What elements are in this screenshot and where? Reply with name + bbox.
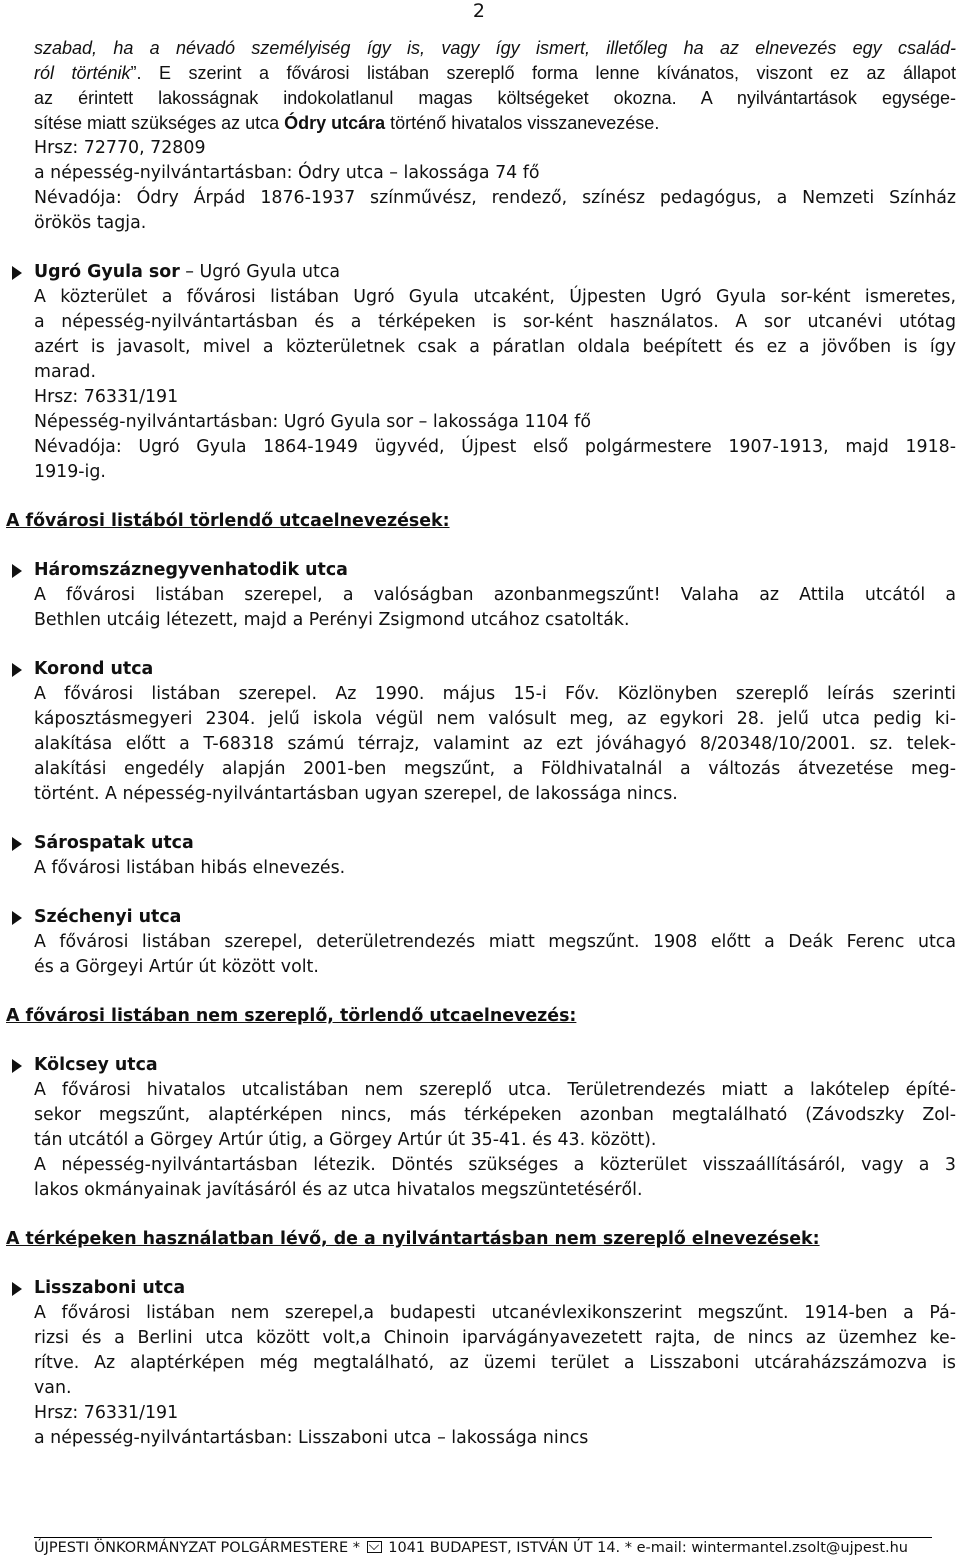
entry-title-text: Háromszáznegyvenhatodik utca [34,560,348,580]
triangle-bullet-icon [12,1059,22,1073]
entry-kolcsey [34,1053,956,1203]
entry-line: A fővárosi listában nem szerepel,a budapesti utcanévlexikonszerint megszűnt. 1914-ben a Pá- [34,1303,956,1323]
intro-line: szabad, ha a névadó személyiség így is, vagy így ismert, illetőleg ha az elnevezés egy család- [34,38,956,58]
entry-line: A fővárosi listában szerepel, a valóságban azonbanmegszűnt! Valaha az Attila utcától a [34,585,956,605]
entry-ugro-gyula [34,260,956,485]
intro-paragraph [34,36,956,136]
entry-korond [34,657,956,807]
entry-line: Bethlen utcáig létezett, majd a Perényi Zsigmond utcához csatolták. [34,610,630,630]
intro-line-start: sítése miatt szükséges az utca [34,113,280,133]
namesake-odry: Névadója: Ódry Árpád 1876-1937 színművész, rendező, színész pedagógus, a Nemzeti Színház [34,188,956,208]
entry-line: sekor megszűnt, alaptérképen nincs, más térképeken azonban megtalálható (Závodszky Zol- [34,1105,956,1125]
page-footer [34,1537,932,1556]
entry-line: 1919-ig. [34,462,106,482]
entry-line: A fővárosi listában szerepel, deterületrendezés miatt megszűnt. 1908 előtt a Deák Ferenc utca [34,932,956,952]
page-number: 2 [472,0,485,22]
section-heading: A fővárosi listában nem szereplő, törlendő utcaelnevezés: [6,1006,577,1026]
entry-szechenyi [34,905,956,980]
entry-title-text: Széchenyi utca [34,907,182,927]
entry-title [34,657,956,682]
entry-line: Hrsz: 76331/191 [34,1403,179,1423]
entry-title-text: Ugró Gyula sor [34,262,180,282]
entry-line: lakos okmányainak javításáról és az utca hivatalos megszüntetéséről. [34,1180,643,1200]
entry-line: rítve. Az alaptérképen még megtalálható, az üzemi terület a Lisszaboni utcárаházszámozva is [34,1353,956,1373]
entry-title [34,831,956,856]
entry-line: alakítási engedély alapján 2001-ben megszűnt, a Földhivatalnál a változás átvezetése meg- [34,759,956,779]
entry-title-text: Sárospatak utca [34,833,194,853]
page-content [6,36,956,1451]
entry-title-text: Kölcsey utca [34,1055,158,1075]
entry-line: van. [34,1378,72,1398]
entry-line: A fővárosi hivatalos utcalistában nem szereplő utca. Területrendezés miatt a lakótelep építé- [34,1080,956,1100]
triangle-bullet-icon [12,1282,22,1296]
footer-left: ÚJPESTI ÖNKORMÁNYZAT POLGÁRMESTERE * [34,1540,365,1556]
entry-line: és a Görgeyi Artúr út között volt. [34,957,319,977]
triangle-bullet-icon [12,837,22,851]
entry-title [34,260,956,285]
entry-line: A népesség-nyilvántartásban létezik. Döntés szükséges a közterület visszaállításáról, vagy a 3 [34,1155,956,1175]
entry-title-rest: – Ugró Gyula utca [179,262,341,282]
entry-line: tán utcától a Görgey Artúr útig, a Görgey Artúr út 35-41. és 43. között). [34,1130,657,1150]
entry-line: Népesség-nyilvántartásban: Ugró Gyula sor – lakossága 1104 fő [34,412,592,432]
entry-line: rizsi és a Berlini utca között volt,a Chinoin iparvágányavezetett rajta, de nincs az üzemhez ke- [34,1328,956,1348]
envelope-icon [367,1541,382,1553]
entry-title [34,1276,956,1301]
entry-line: alakítása előtt a T-68318 számú térrajz, valamint az ezt jóváhagyó 8/20348/10/2001. sz. telek- [34,734,956,754]
entry-line: A fővárosi listában szerepel. Az 1990. május 15-i Főv. Közlönyben szereplő leírás szerinti [34,684,956,704]
section-heading: A térképeken használatban lévő, de a nyilvántartásban nem szereplő elnevezések: [6,1229,820,1249]
entry-sarospatak [34,831,956,881]
entry-haromszaz [34,558,956,633]
hrsz-odry: Hrsz: 72770, 72809 [34,138,206,158]
entry-title-text: Lisszaboni utca [34,1278,186,1298]
entry-line: történt. A népesség-nyilvántartásban ugyan szerepel, de lakossága nincs. [34,784,678,804]
entry-line: Névadója: Ugró Gyula 1864-1949 ügyvéd, Újpest első polgármestere 1907-1913, majd 1918- [34,437,956,457]
entry-lisszaboni [34,1276,956,1451]
section-heading: A fővárosi listából törlendő utcaelnevezések: [6,511,450,531]
intro-line-text: ”. E szerint a fővárosi listában szereplő forma lenne kívánatos, viszont ez az állapot [130,63,956,83]
entry-title [34,1053,956,1078]
triangle-bullet-icon [12,911,22,925]
entry-title [34,558,956,583]
entry-line: A közterület a fővárosi listában Ugró Gyula utcaként, Újpesten Ugró Gyula sor-ként ismeretes, [34,287,956,307]
population-odry: a népesség-nyilvántartásban: Ódry utca – lakossága 74 fő [34,163,540,183]
entry-line: marad. [34,362,96,382]
entry-line: káposztásmegyeri 2304. jelű iskola végül nem valósult meg, az egykori 28. jelű utca pedig ki- [34,709,956,729]
intro-line [34,111,956,136]
entry-line: azért is javasolt, mivel a közterületnek csak a páratlan oldala beépített és ez a jövőben is így [34,337,956,357]
triangle-bullet-icon [12,266,22,280]
intro-line: az érintett lakosságnak indokolatlanul magas költségeket okozna. A nyilvántartások egysége- [34,88,956,108]
entry-title [34,905,956,930]
entry-line: a népesség-nyilvántartásban és a térképeken is sor-ként használatos. A sor utcanévi utótag [34,312,956,332]
entry-title-text: Korond utca [34,659,154,679]
triangle-bullet-icon [12,564,22,578]
namesake-odry-cont: örökös tagja. [34,213,147,233]
entry-line: Hrsz: 76331/191 [34,387,179,407]
intro-line-end: történő hivatalos visszanevezése. [385,113,660,133]
entry-line: A fővárosi listában hibás elnevezés. [34,858,346,878]
footer-right: 1041 BUDAPEST, ISTVÁN ÚT 14. * e-mail: wintermantel.zsolt@ujpest.hu [383,1540,908,1556]
entry-line: a népesség-nyilvántartásban: Lisszaboni utca – lakossága nincs [34,1428,589,1448]
intro-line: ról történik”. E szerint a fővárosi listában szereplő forma lenne kívánatos, viszont ez az állapot [34,63,956,83]
triangle-bullet-icon [12,663,22,677]
street-name-odry: Ódry utcára [284,113,386,133]
